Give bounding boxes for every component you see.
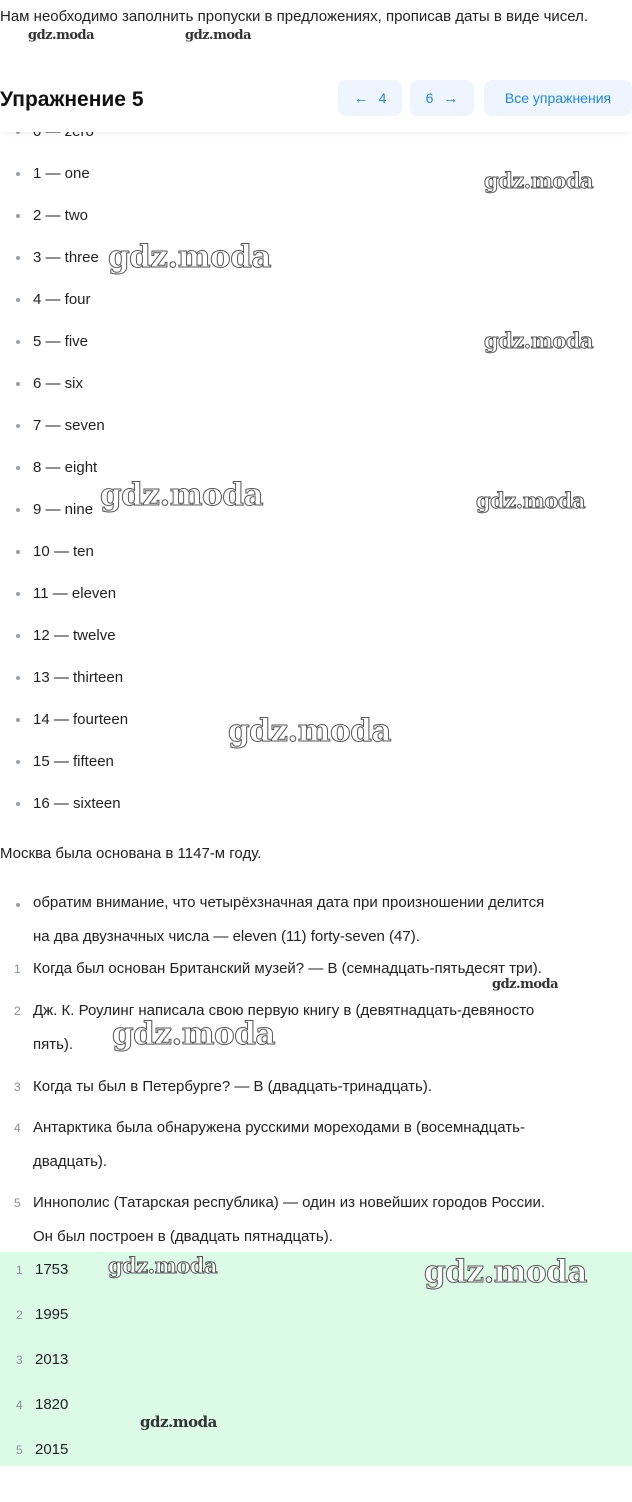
bullet-icon <box>16 298 20 302</box>
watermark: gdz.moda <box>492 977 559 992</box>
answer-number: 2 <box>16 1308 23 1322</box>
answer-value: 1753 <box>35 1261 69 1278</box>
bullet-icon <box>16 634 20 638</box>
bullet-icon <box>16 256 20 260</box>
next-exercise-button[interactable] <box>410 80 474 116</box>
note-line: обратим внимание, что четырёхзначная дата при произношении делится <box>33 894 545 911</box>
watermark: gdz.moda <box>484 168 594 193</box>
watermark: gdz.moda <box>424 1254 587 1290</box>
bullet-icon <box>16 466 20 470</box>
paragraph-text: Москва была основана в 1147-м году. <box>0 845 262 862</box>
bullet-icon <box>16 172 20 176</box>
task-line: Он был построен в (двадцать пятнадцать). <box>33 1228 333 1245</box>
watermark: gdz.moda <box>112 1016 275 1052</box>
task-number: 4 <box>14 1121 21 1135</box>
answer-number: 3 <box>16 1353 23 1367</box>
bullet-icon <box>16 676 20 680</box>
task-number: 2 <box>14 1004 21 1018</box>
answer-value: 2013 <box>35 1351 69 1368</box>
bullet-icon <box>16 760 20 764</box>
answer-number: 1 <box>16 1263 23 1277</box>
answer-value: 1995 <box>35 1306 69 1323</box>
watermark: gdz.moda <box>108 1253 218 1278</box>
bullet-icon <box>16 592 20 596</box>
arrow-left-icon: ← <box>353 89 369 107</box>
answer-value: 2015 <box>35 1441 69 1458</box>
task-line: Когда был основан Британский музей? — В (семнадцать-пятьдесят три). <box>33 960 542 977</box>
watermark: gdz.moda <box>28 28 95 43</box>
watermark: gdz.moda <box>228 713 391 749</box>
answers-block <box>0 1252 632 1466</box>
prev-exercise-label: 4 <box>378 90 387 106</box>
task-number: 1 <box>14 962 21 976</box>
watermark: gdz.moda <box>108 239 271 275</box>
intro-text: Нам необходимо заполнить пропуски в предложениях, прописав даты в виде чисел. <box>0 8 589 25</box>
bullet-icon <box>16 802 20 806</box>
bullet-icon <box>16 508 20 512</box>
watermark: gdz.moda <box>100 477 263 513</box>
all-exercises-button[interactable]: Все упражнения <box>484 80 632 116</box>
next-exercise-label: 6 <box>425 90 434 106</box>
bullet-icon <box>16 718 20 722</box>
task-line: Дж. К. Роулинг написала свою первую книгу в (девятнадцать-девяносто <box>33 1002 535 1019</box>
task-line: пять). <box>33 1036 74 1053</box>
task-number: 3 <box>14 1080 21 1094</box>
answer-number: 4 <box>16 1398 23 1412</box>
exercise-header <box>0 74 632 132</box>
task-line: двадцать). <box>33 1153 108 1170</box>
task-line: Антарктика была обнаружена русскими мореходами в (восемнадцать- <box>33 1119 525 1136</box>
bullet-icon <box>16 903 20 907</box>
task-line: Когда ты был в Петербурге? — В (двадцать-тринадцать). <box>33 1078 433 1095</box>
task-number: 5 <box>14 1196 21 1210</box>
prev-exercise-button[interactable] <box>338 80 402 116</box>
bullet-icon <box>16 340 20 344</box>
answer-number: 5 <box>16 1443 23 1457</box>
watermark: gdz.moda <box>140 1413 217 1431</box>
task-line: Иннополис (Татарская республика) — один из новейших городов России. <box>33 1194 546 1211</box>
watermark: gdz.moda <box>185 28 252 43</box>
page-title: Упражнение 5 <box>0 88 144 111</box>
bullet-icon <box>16 550 20 554</box>
watermark: gdz.moda <box>476 488 586 513</box>
bullet-icon <box>16 214 20 218</box>
arrow-right-icon: → <box>443 89 459 107</box>
note-line: на два двузначных числа — eleven (11) forty-seven (47). <box>33 928 420 945</box>
bullet-icon <box>16 382 20 386</box>
answer-value: 1820 <box>35 1396 69 1413</box>
bullet-icon <box>16 424 20 428</box>
watermark: gdz.moda <box>484 328 594 353</box>
